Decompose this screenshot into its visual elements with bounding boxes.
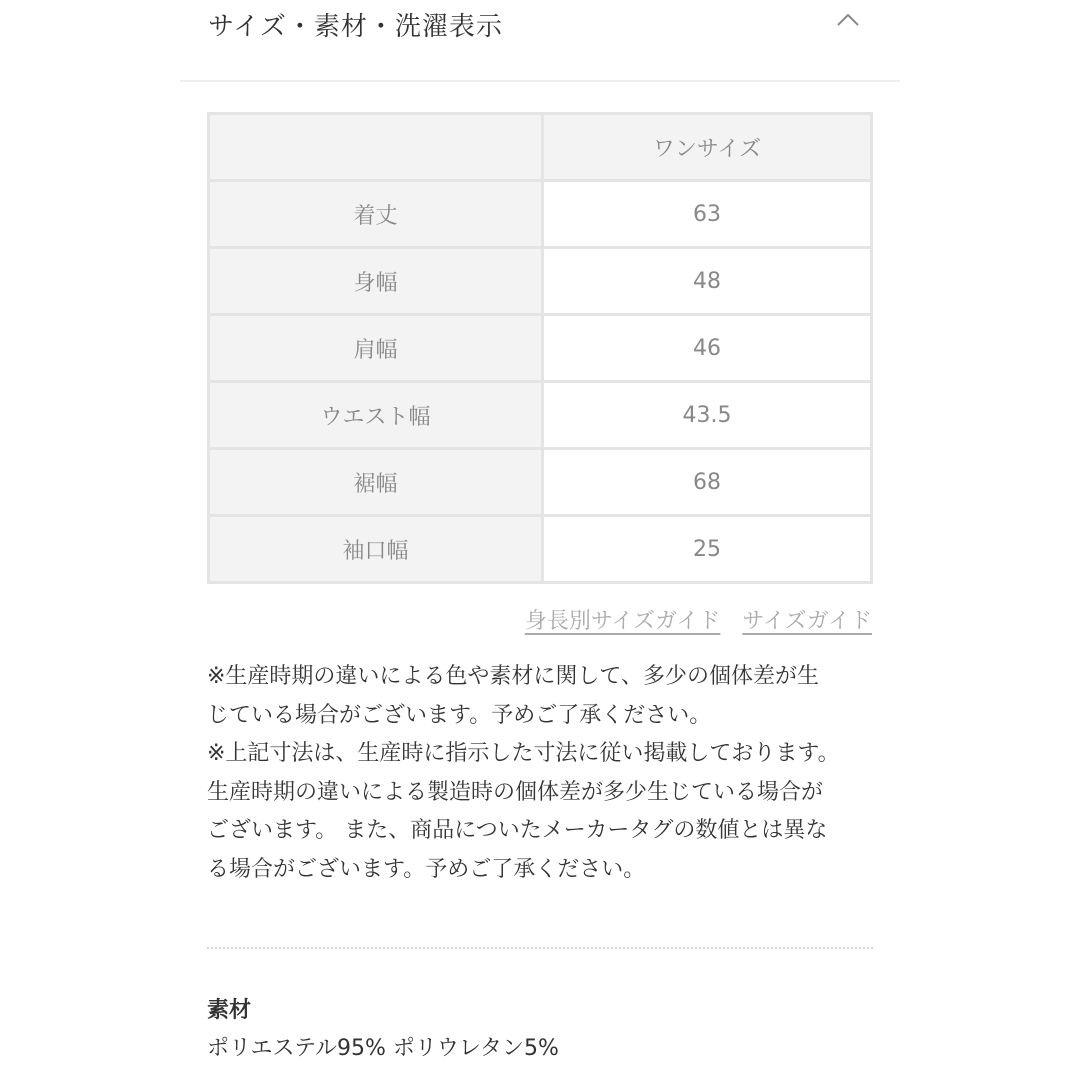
row-label: 着丈	[209, 181, 543, 248]
row-value: 68	[543, 449, 872, 516]
row-value: 43.5	[543, 382, 872, 449]
divider	[207, 947, 873, 949]
table-row	[209, 382, 872, 449]
size-column-header: ワンサイズ	[543, 114, 872, 181]
material-value: ポリエステル95% ポリウレタン5%	[207, 1036, 559, 1061]
height-size-guide-link[interactable]: 身長別サイズガイド	[524, 609, 721, 634]
row-label: 袖口幅	[209, 516, 543, 583]
table-row	[209, 181, 872, 248]
material-heading: 素材	[207, 998, 252, 1023]
table-header-row	[209, 114, 872, 181]
row-value: 48	[543, 248, 872, 315]
row-label: 肩幅	[209, 315, 543, 382]
table-row	[209, 248, 872, 315]
row-value: 25	[543, 516, 872, 583]
size-notes: ※生産時期の違いによる色や素材に関して、多少の個体差が生 じている場合がございます。予めご了承ください。 ※上記寸法は、生産時に指示した寸法に従い掲載しております。 生産時期の違いによる製造時の個体差が多少生じている場合が ございます。 また、商品についたメーカータグの数値とは異な る場合がございます。予めご了承ください。	[207, 664, 840, 882]
row-label: 身幅	[209, 248, 543, 315]
size-material-accordion-header[interactable]	[180, 0, 900, 82]
size-guide-link[interactable]: サイズガイド	[742, 609, 872, 634]
table-row	[209, 315, 872, 382]
table-row	[209, 449, 872, 516]
size-table	[207, 112, 873, 584]
chevron-up-icon[interactable]	[836, 8, 860, 32]
row-value: 46	[543, 315, 872, 382]
row-label: 裾幅	[209, 449, 543, 516]
row-label: ウエスト幅	[209, 382, 543, 449]
size-guide-links	[503, 604, 872, 635]
section-title: サイズ・素材・洗濯表示	[208, 12, 503, 42]
table-row	[209, 516, 872, 583]
row-value: 63	[543, 181, 872, 248]
table-corner-cell	[209, 114, 543, 181]
